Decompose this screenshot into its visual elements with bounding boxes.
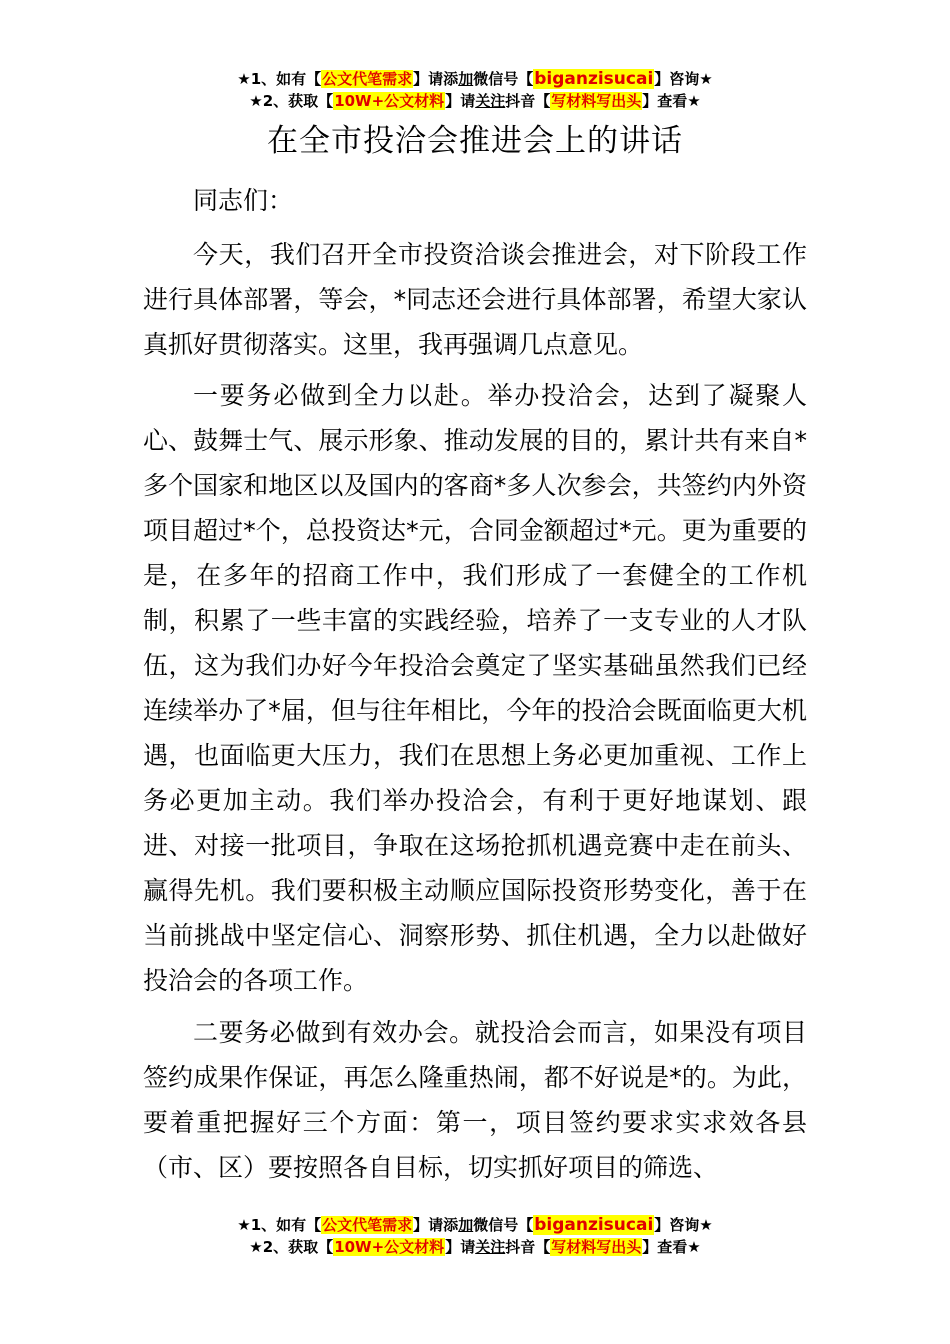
banner-line-1: ★1、如有【公文代笔需求】请添加微信号【biganzisucai】咨询★ (237, 69, 713, 89)
highlight-service: 公文代笔需求 (322, 70, 413, 88)
document-title: 在全市投洽会推进会上的讲话 (267, 123, 683, 159)
paragraph-2: 一要务必做到全力以赴。举办投洽会，达到了凝聚人心、鼓舞士气、展示形象、推动发展的目的，累计共有来自*多个国家和地区以及国内的客商*多人次参会，共签约内外资项目超过*个，总投资达*元，合同金额超过*元。更为重要的是，在多年的招商工作中，我们形成了一套健全的工作机制，积累了一些丰富的实践经验，培养了一支专业的人才队伍，这为我们办好今年投洽会奠定了坚实基础虽然我们已经连续举办了*届，但与往年相比，今年的投洽会既面临更大机遇，也面临更大压力，我们在思想上务必更加重视、工作上务必更加主动。我们举办投洽会，有利于更好地谋划、跟进、对接一批项目，争取在这场抢抓机遇竞赛中走在前头、赢得先机。我们要积极主动顺应国际投资形势变化，善于在当前挑战中坚定信心、洞察形势、抓住机遇，全力以赴做好投洽会的各项工作。 (143, 381, 807, 995)
banner-line-2: ★2、获取【10W+公文材料】请关注抖音【写材料写出头】查看★ (249, 1238, 701, 1256)
salutation: 同志们： (193, 186, 294, 215)
header-banner (0, 68, 950, 112)
highlight-douyin: 写材料写出头 (551, 1238, 642, 1256)
banner-line-1: ★1、如有【公文代笔需求】请添加微信号【biganzisucai】咨询★ (237, 1215, 713, 1235)
paragraph-1: 今天，我们召开全市投资洽谈会推进会，对下阶段工作进行具体部署，等会，*同志还会进行具体部署，希望大家认真抓好贯彻落实。这里，我再强调几点意见。 (143, 240, 807, 359)
highlight-materials: 10W+公文材料 (334, 1238, 445, 1256)
highlight-wechat-id: biganzisucai (534, 69, 654, 89)
paragraph-3: 二要务必做到有效办会。就投洽会而言，如果没有项目签约成果作保证，再怎么隆重热闹，都不好说是*的。为此，要着重把握好三个方面：第一，项目签约要求实求效各县（市、区）要按照各自目标，切实抓好项目的筛选、 (143, 1018, 807, 1182)
footer-banner (0, 1214, 950, 1258)
banner-line-2: ★2、获取【10W+公文材料】请关注抖音【写材料写出头】查看★ (249, 92, 701, 110)
highlight-materials: 10W+公文材料 (334, 92, 445, 110)
highlight-wechat-id: biganzisucai (534, 1215, 654, 1235)
highlight-douyin: 写材料写出头 (551, 92, 642, 110)
highlight-service: 公文代笔需求 (322, 1216, 413, 1234)
